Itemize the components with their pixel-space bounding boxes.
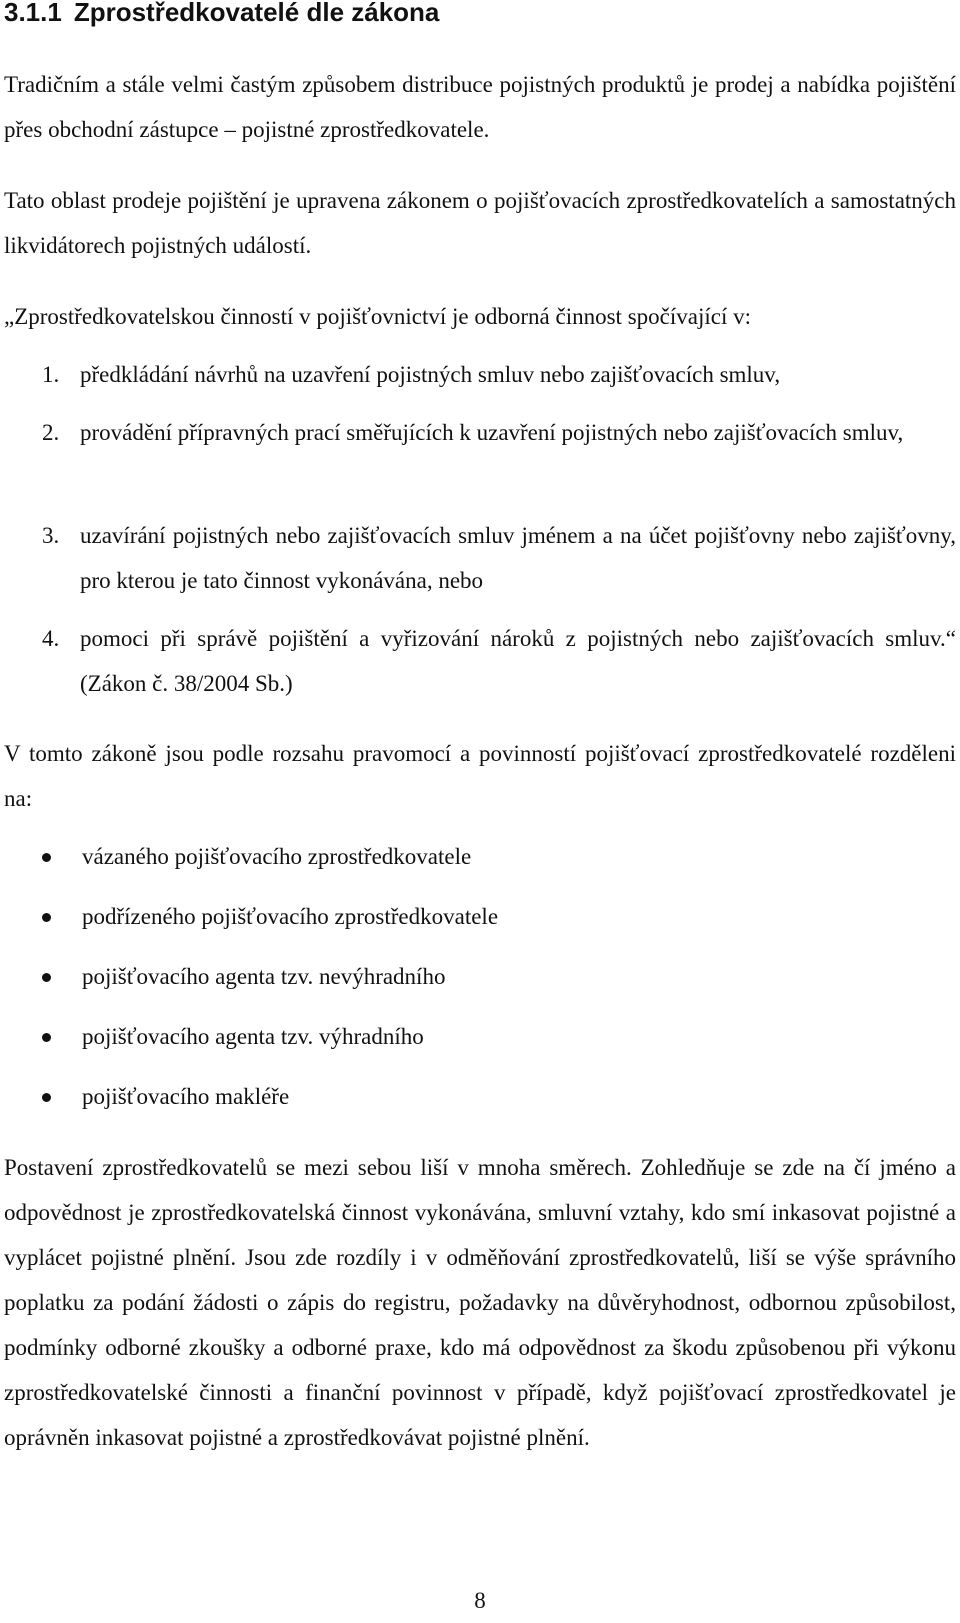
bullet-icon <box>42 973 51 982</box>
bullet-icon <box>42 1033 51 1042</box>
bullet-icon <box>42 1093 51 1102</box>
numbered-item <box>42 616 956 706</box>
bullet-item <box>4 954 445 999</box>
bullet-text: podřízeného pojišťovacího zprostředkovatele <box>82 904 499 929</box>
item-text: předkládání návrhů na uzavření pojistných smluv nebo zajišťovacích smluv, <box>80 362 781 387</box>
quote-intro: „Zprostředkovatelskou činností v pojišťovnictví je odborná činnost spočívající v: <box>4 304 751 329</box>
numbered-item <box>42 410 956 455</box>
bullet-icon <box>42 853 51 862</box>
item-number: 4. <box>42 626 60 651</box>
bullet-text: pojišťovacího agenta tzv. nevýhradního <box>82 964 446 989</box>
numbered-item <box>42 513 956 603</box>
numbered-item <box>42 352 956 397</box>
law-paragraph: Tato oblast prodeje pojištění je upravena zákonem o pojišťovacích zprostředkovatelích a samostatných likvidátorech pojistných událostí. <box>4 188 956 258</box>
bullet-text: pojišťovacího agenta tzv. výhradního <box>82 1024 424 1049</box>
bullet-item <box>4 894 498 939</box>
item-text: uzavírání pojistných nebo zajišťovacích smluv jménem a na účet pojišťovny nebo zajišťovny, pro kterou je tato činnost vykonávána, nebo <box>80 523 956 593</box>
item-text: provádění přípravných prací směřujících k uzavření pojistných nebo zajišťovacích smluv, <box>80 420 904 445</box>
item-number: 1. <box>42 362 60 387</box>
bullet-text: pojišťovacího makléře <box>82 1084 290 1109</box>
bullet-icon <box>42 913 51 922</box>
item-number: 3. <box>42 523 60 548</box>
section-heading <box>4 0 439 30</box>
item-text: pomoci při správě pojištění a vyřizování nároků z pojistných nebo zajišťovacích smluv.“ (Zákon č. 38/2004 Sb.) <box>80 626 956 696</box>
page-number: 8 <box>474 1588 486 1613</box>
item-number: 2. <box>42 420 60 445</box>
division-intro: V tomto zákoně jsou podle rozsahu pravomocí a povinností pojišťovací zprostředkovatelé rozděleni na: <box>4 741 956 811</box>
section-title: Zprostředkovatelé dle zákona <box>73 0 440 27</box>
bullet-item <box>4 1074 289 1119</box>
intro-paragraph: Tradičním a stále velmi častým způsobem distribuce pojistných produktů je prodej a nabídka pojištění přes obchodní zástupce – pojistné zprostředkovatele. <box>4 72 956 142</box>
bullet-item <box>4 1014 424 1059</box>
bullet-item <box>4 834 471 879</box>
bullet-text: vázaného pojišťovacího zprostředkovatele <box>82 844 472 869</box>
section-number: 3.1.1 <box>4 0 62 27</box>
closing-paragraph: Postavení zprostředkovatelů se mezi sebou liší v mnoha směrech. Zohledňuje se zde na čí jméno a odpovědnost je zprostředkovatelská činnost vykonávána, smluvní vztahy, kdo smí inkasovat pojistné a vyplácet pojistné plnění. Jsou zde rozdíly i v odměňování zprostředkovatelů, liší se výše správního poplatku za podání žádosti o zápis do registru, požadavky na důvěryhodnost, odbornou způsobilost, podmínky odborné zkoušky a odborné praxe, kdo má odpovědnost za škodu způsobenou při výkonu zprostředkovatelské činnosti a finanční povinnost v případě, když pojišťovací zprostředkovatel je oprávněn inkasovat pojistné a zprostředkovávat pojistné plnění. <box>4 1155 956 1450</box>
